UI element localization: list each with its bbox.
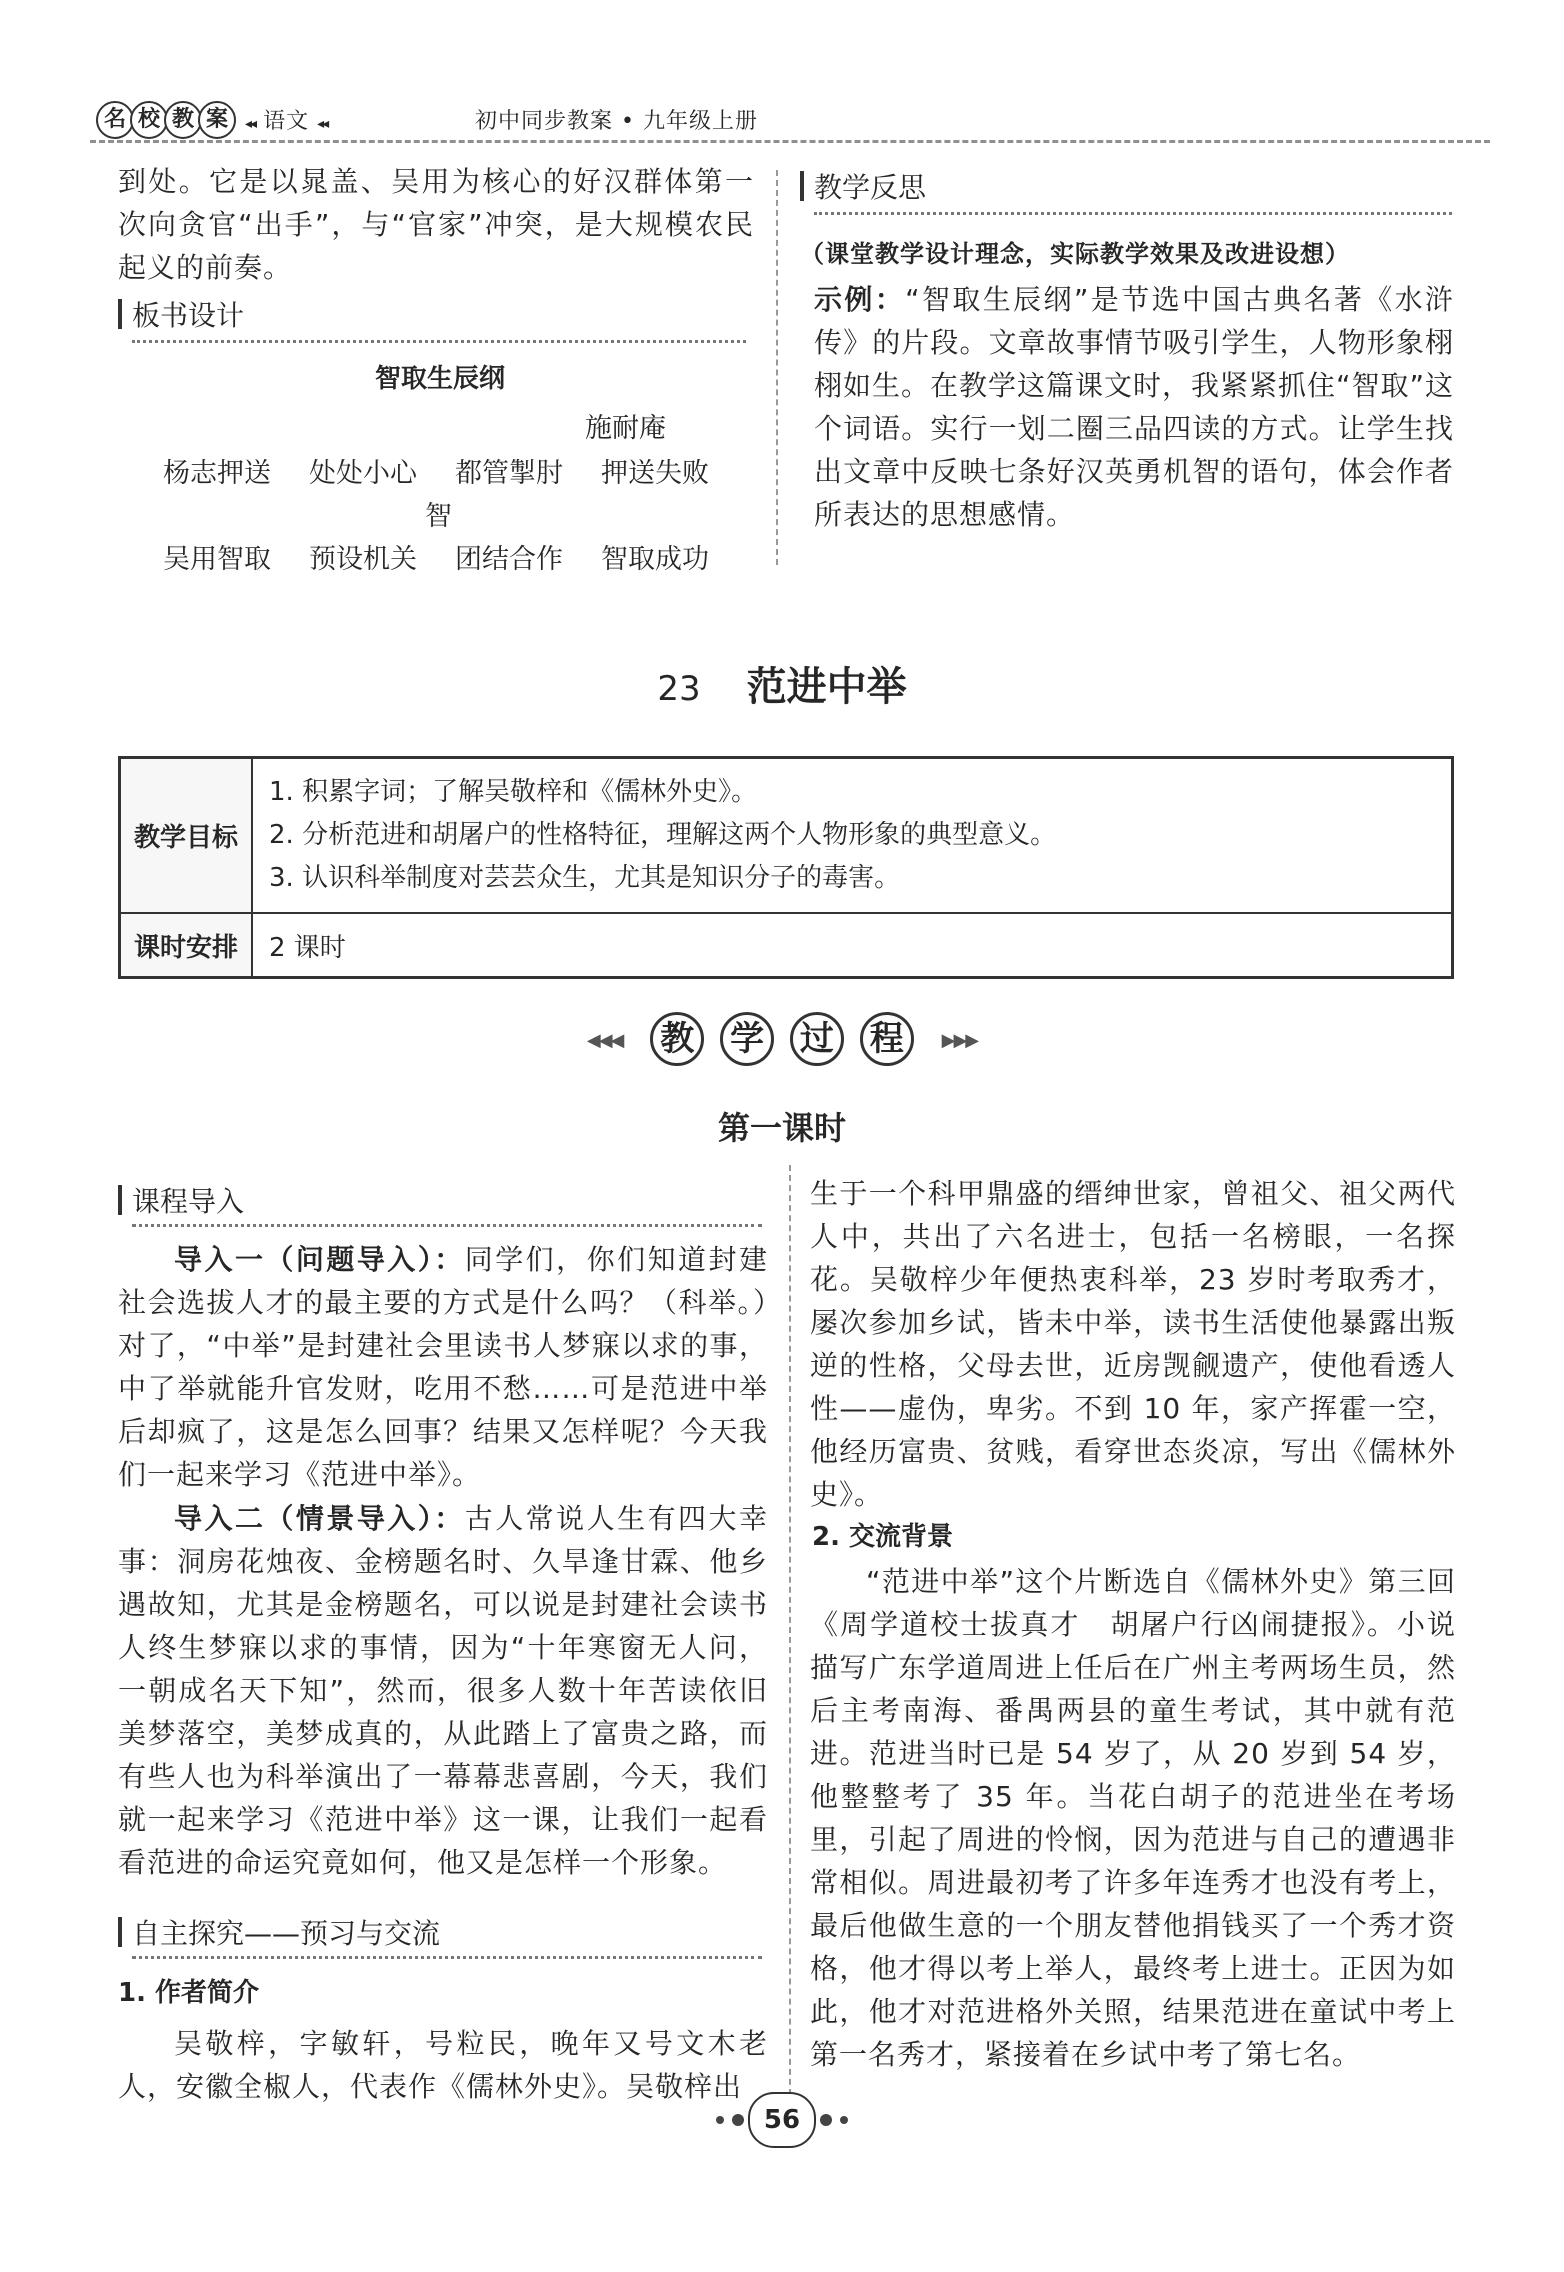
example-label: 示例： [814,283,906,316]
subject-label: 语文 [263,109,310,134]
intro2-label: 导入二（情景导入）： [174,1502,465,1535]
logo-char: 校 [130,101,168,139]
background-heading: 2. 交流背景 [812,1522,954,1552]
process-char: 程 [860,1012,914,1066]
heading-rule [814,212,1452,215]
intro1-label: 导入一（问题导入）： [174,1243,465,1276]
board-cell: 押送失败 [601,458,709,489]
process-char: 教 [650,1012,704,1066]
decor-dot-icon [716,2116,724,2124]
process-char: 学 [720,1012,774,1066]
heading-rule [132,340,746,343]
hours-value: 2 课时 [252,913,1453,978]
decor-dot-icon [732,2114,744,2126]
intro2-text: 古人常说人生有四大幸事：洞房花烛夜、金榜题名时、久旱逢甘霖、他乡遇故知，尤其是金榜题名，可以说是封建社会读书人终生梦寐以求的事情，因为“十年寒窗无人问，一朝成名天下知”，然而，很多人数十年苦读依旧美梦落空，美梦成真的，从此踏上了富贵之路，而有些人也为科举演出了一幕幕悲喜剧，今天，我们就一起来学习《范进中举》这一课，让我们一起看看范进的命运究竟如何，他又是怎样一个形象。 [118,1502,768,1879]
example-text: “智取生辰纲”是节选中国古典名著《水浒传》的片段。文章故事情节吸引学生，人物形象栩栩如生。在教学这篇课文时，我紧紧抓住“智取”这个词语。实行一划二圈三品四读的方式。让学生找出文章中反映七条好汉英勇机智的语句，体会作者所表达的思想感情。 [814,283,1455,531]
intro-heading [118,1180,244,1220]
column-divider [789,1165,791,2105]
period-title: 第一课时 [717,1109,846,1147]
heading-rule [132,1956,762,1959]
process-title [0,1012,1564,1066]
goal-item: 3. 认识科举制度对芸芸众生，尤其是知识分子的毒害。 [269,863,901,893]
process-char: 过 [790,1012,844,1066]
decor-dot-icon [820,2114,832,2126]
arrow-right-icon: ▶▶▶ [941,1030,978,1051]
explore-heading [118,1912,440,1952]
reflection-note: （课堂教学设计理念，实际教学效果及改进设想） [800,240,1350,268]
left-continuation-text: 到处。它是以晁盖、吴用为核心的好汉群体第一次向贪官“出手”，与“官家”冲突，是大规模农民起义的前奏。 [118,165,754,284]
page-number: 56 [748,2092,816,2148]
board-author: 施耐庵 [585,413,666,444]
arrow-left-icon: ◂◂ [245,116,256,132]
arrow-left-icon: ◀◀◀ [586,1030,623,1051]
board-cell: 杨志押送 [163,458,271,489]
reflection-heading-text: 教学反思 [814,171,927,204]
explore-heading-text: 自主探究——预习与交流 [132,1917,441,1950]
reflection-heading [800,166,926,206]
author-continuation: 生于一个科甲鼎盛的缙绅世家，曾祖父、祖父两代人中，共出了六名进士，包括一名榜眼，一名探花。吴敬梓少年便热衷科举，23 岁时考取秀才，屡次参加乡试，皆未中举，读书生活使他暴露出叛逆的性格，父母去世，近房觊觎遗产，使他看透人性——虚伪，卑劣。不到 10 年，家产挥霍一空，他经历富贵、贫贱，看穿世态炎凉，写出《儒林外史》。 [810,1177,1456,1511]
intro1-paragraph [118,1238,768,1496]
intro2-paragraph [118,1497,768,1884]
intro-heading-text: 课程导入 [132,1185,245,1218]
board-title: 智取生辰纲 [374,364,505,394]
heading-rule [132,1224,762,1227]
heading-bar-icon [800,171,804,201]
author-heading: 1. 作者简介 [118,1978,260,2008]
logo-char: 案 [198,101,236,139]
hours-label: 课时安排 [120,913,253,978]
arrow-left-icon: ◂◂ [317,116,328,132]
board-cell: 智取成功 [601,544,709,575]
header-subject [245,104,327,135]
objectives-table [118,756,1454,979]
table-row [120,913,1453,978]
board-center-char: 智 [425,501,452,532]
author-text: 吴敬梓，字敏轩，号粒民，晚年又号文木老人，安徽全椒人，代表作《儒林外史》。吴敬梓出 [118,2027,768,2103]
header-book-title: 初中同步教案 • 九年级上册 [475,109,758,134]
table-row [120,758,1453,914]
reflection-example [814,278,1454,536]
heading-bar-icon [118,1185,122,1215]
goal-item: 2. 分析范进和胡屠户的性格特征，理解这两个人物形象的典型意义。 [269,820,1057,850]
header-logo [96,100,232,140]
board-cell: 团结合作 [455,544,563,575]
logo-char: 教 [164,101,202,139]
lesson-title [0,655,1564,712]
board-cell: 处处小心 [309,458,417,489]
lesson-number: 23 [657,669,701,709]
page-number-badge [690,2090,874,2150]
logo-char: 名 [96,101,134,139]
column-divider [776,170,778,565]
lesson-name: 范进中举 [746,664,907,710]
goals-label: 教学目标 [120,758,253,914]
goals-cell [252,758,1453,914]
header-divider [90,140,1490,143]
board-cell: 吴用智取 [163,544,271,575]
intro1-text: 同学们，你们知道封建社会选拔人才的最主要的方式是什么吗？（科举。）对了，“中举”是封建社会里读书人梦寐以求的事，中了举就能升官发财，吃用不愁……可是范进中举后却疯了，这是怎么回事？结果又怎样呢？今天我们一起来学习《范进中举》。 [118,1243,768,1491]
decor-dot-icon [840,2116,848,2124]
heading-bar-icon [118,1917,122,1947]
heading-bar-icon [118,299,122,329]
board-cell: 都管掣肘 [455,458,563,489]
goal-item: 1. 积累字词；了解吴敬梓和《儒林外史》。 [269,777,758,807]
board-cell: 预设机关 [309,544,417,575]
board-design-heading [118,294,244,334]
board-design-heading-text: 板书设计 [132,299,245,332]
background-text: “范进中举”这个片断选自《儒林外史》第三回《周学道校士拔真才 胡屠户行凶闹捷报》。小说描写广东学道周进上任后在广州主考两场生员，然后主考南海、番禺两县的童生考试，其中就有范进。范进当时已是 54 岁了，从 20 岁到 54 岁，他整整考了 35 年。当花白胡子的范进坐在考场里，引起了周进的怜悯，因为范进与自己的遭遇非常相似。周进最初考了许多年连秀才也没有考上，最后他做生意的一个朋友替他捐钱买了一个秀才资格，他才得以考上举人，最终考上进士。正因为如此，他才对范进格外关照，结果范进在童试中考上第一名秀才，紧接着在乡试中考了第七名。 [810,1565,1456,2071]
